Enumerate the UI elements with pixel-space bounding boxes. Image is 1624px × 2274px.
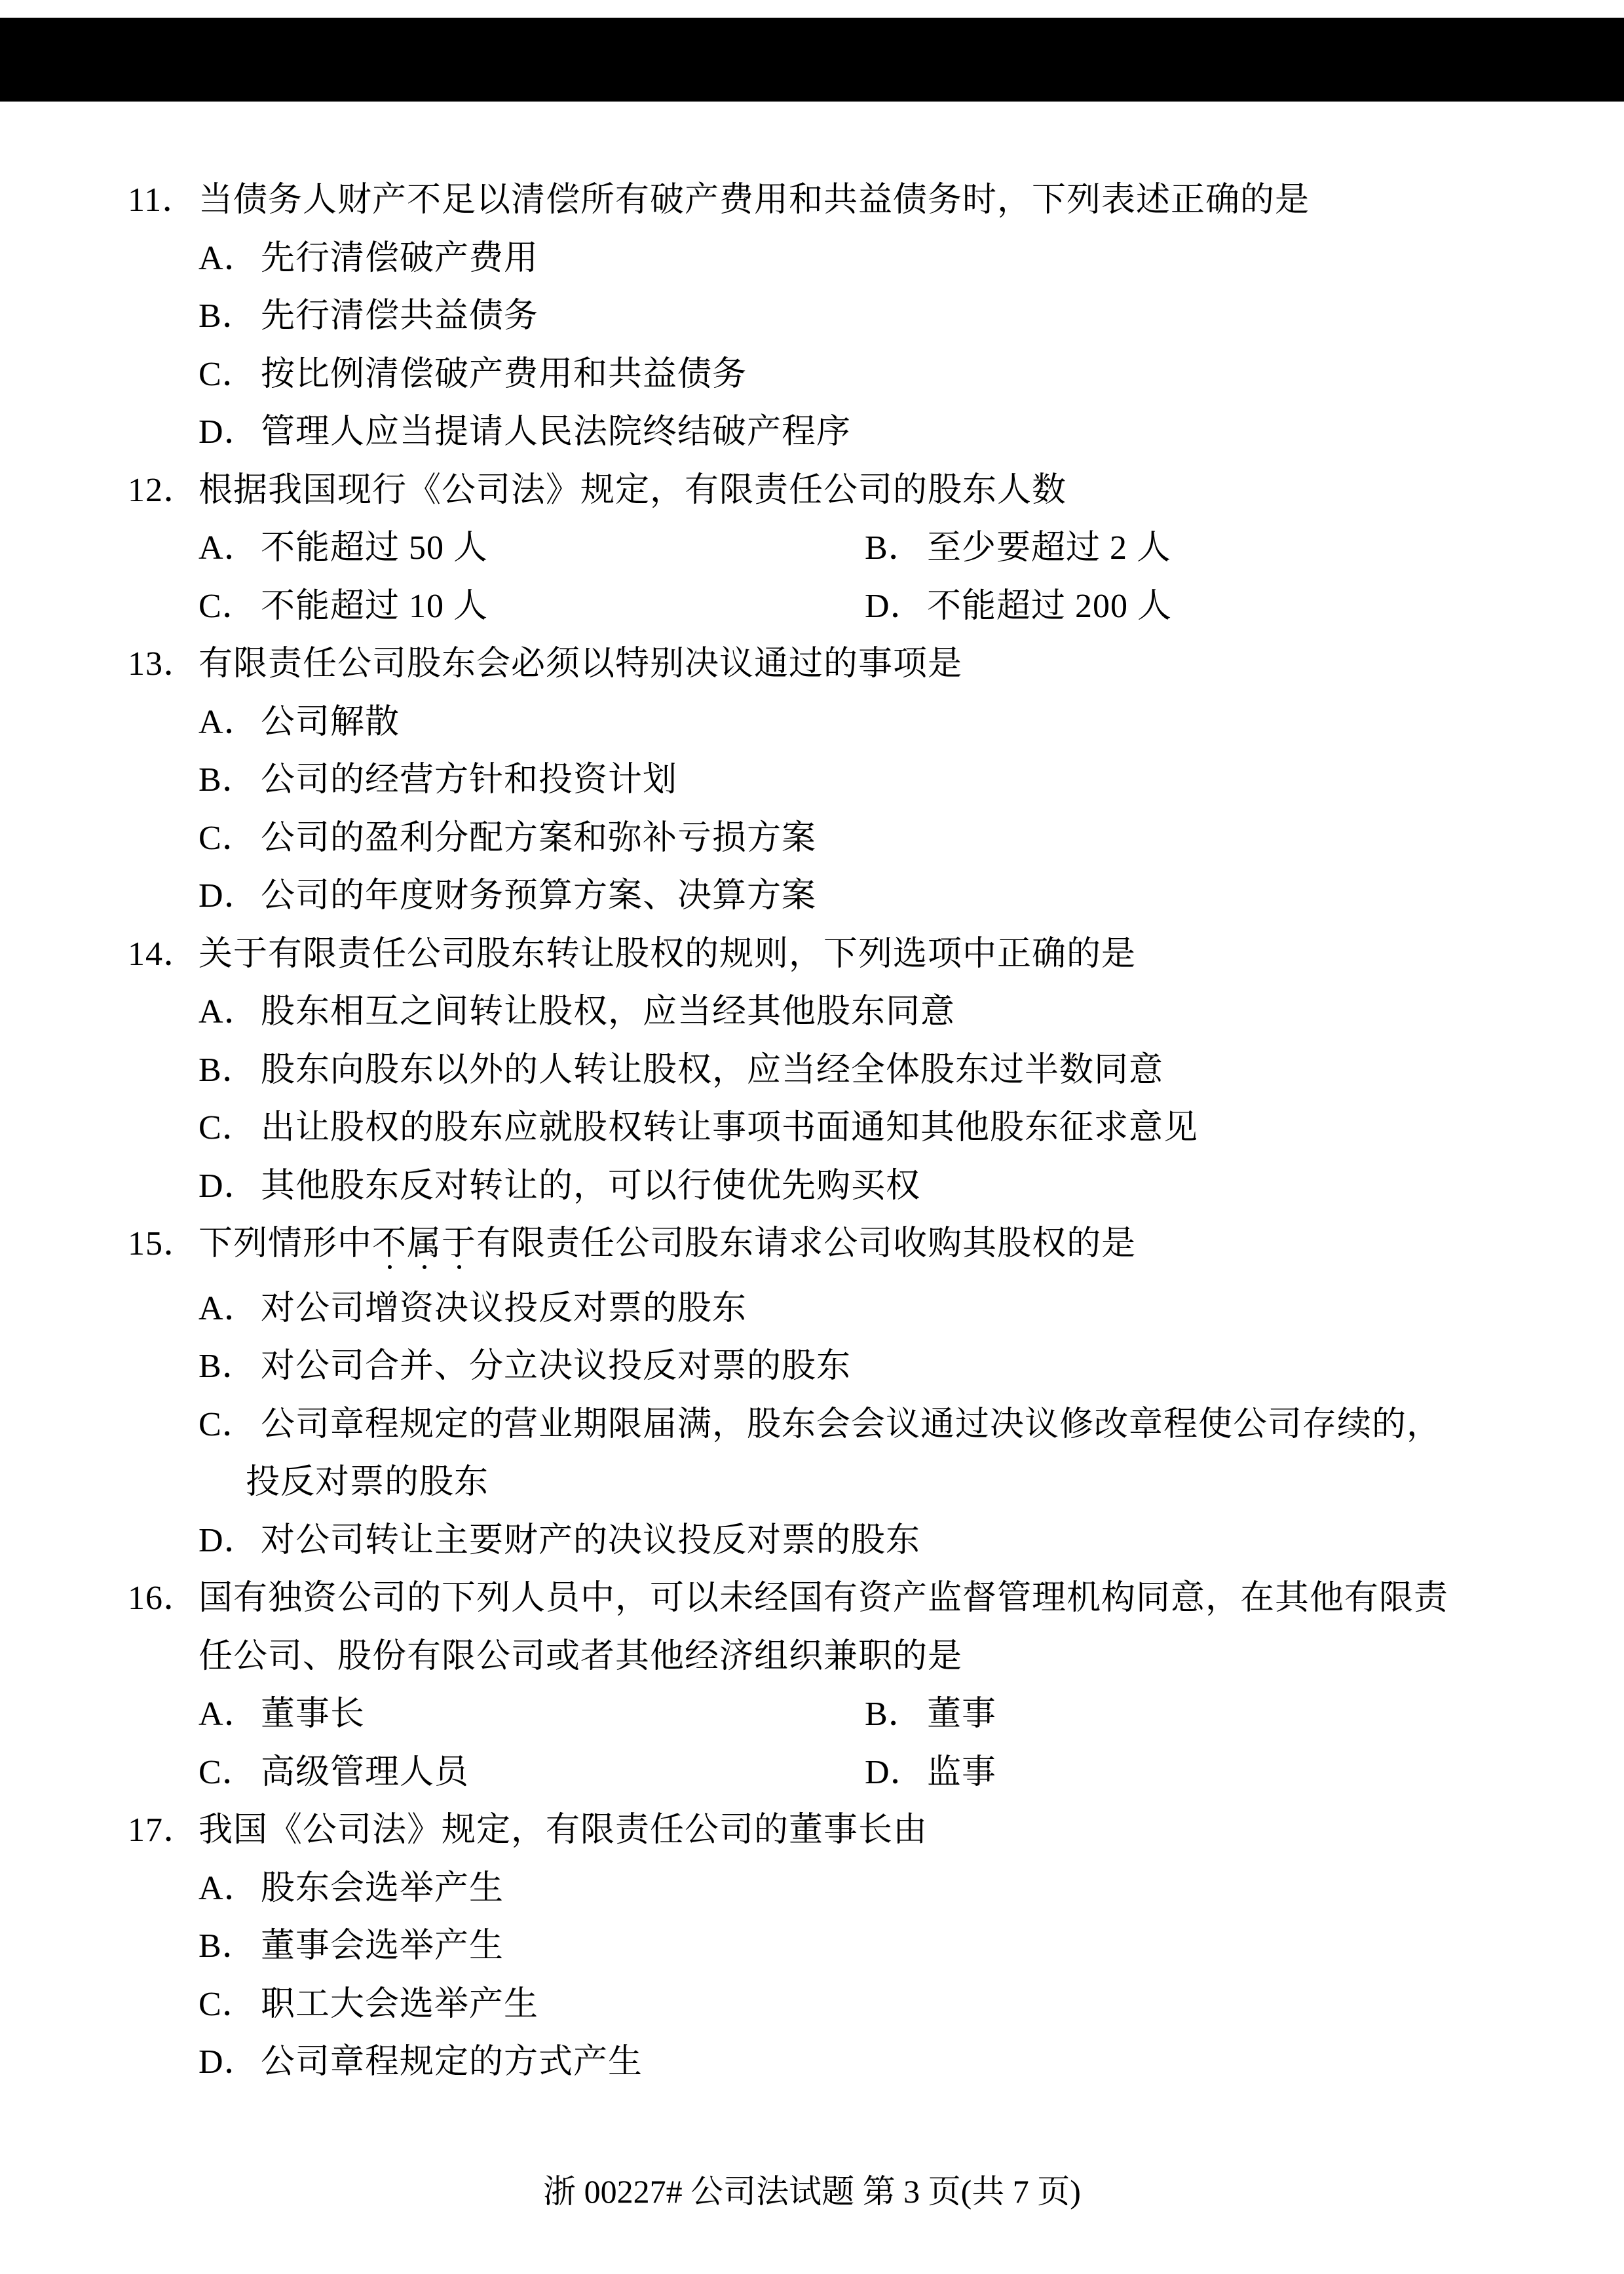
option-b bbox=[865, 1686, 996, 1744]
option-letter: C． bbox=[198, 355, 257, 393]
option-letter: B． bbox=[865, 529, 923, 567]
emphasized-negation bbox=[372, 1225, 476, 1262]
option-c bbox=[0, 1099, 1624, 1158]
option-text: 股东会选举产生 bbox=[261, 1869, 504, 1907]
option-text: 先行清偿共益债务 bbox=[261, 297, 539, 335]
question-stem bbox=[0, 172, 1624, 230]
option-text: 投反对票的股东 bbox=[246, 1464, 489, 1501]
option-d bbox=[0, 1158, 1624, 1216]
page-footer: 浙 00227# 公司法试题 第 3 页(共 7 页) bbox=[543, 2173, 1081, 2210]
option-letter: D． bbox=[198, 877, 259, 915]
question-16 bbox=[0, 1570, 1624, 1802]
stem-part: 下列情形中 bbox=[198, 1225, 373, 1262]
option-letter: C． bbox=[198, 1753, 257, 1791]
option-a bbox=[198, 520, 488, 578]
option-letter: C． bbox=[198, 1109, 257, 1146]
option-text: 对公司合并、分立决议投反对票的股东 bbox=[261, 1348, 852, 1385]
option-text: 不能超过 10 人 bbox=[261, 587, 489, 625]
question-12 bbox=[0, 462, 1624, 636]
option-text: 公司的经营方针和投资计划 bbox=[261, 761, 678, 799]
question-text: 任公司、股份有限公司或者其他经济组织兼职的是 bbox=[198, 1637, 963, 1675]
option-text: 不能超过 200 人 bbox=[927, 587, 1173, 625]
option-c bbox=[0, 346, 1624, 404]
question-text bbox=[198, 1215, 1136, 1274]
option-text: 公司的年度财务预算方案、决算方案 bbox=[261, 877, 817, 915]
option-letter: C． bbox=[198, 587, 257, 625]
option-row bbox=[0, 1686, 1624, 1744]
question-number: 17． bbox=[128, 1811, 198, 1849]
option-c bbox=[198, 1744, 469, 1802]
question-text: 关于有限责任公司股东转让股权的规则，下列选项中正确的是 bbox=[198, 935, 1137, 973]
emph-char: 属 bbox=[407, 1225, 442, 1262]
option-letter: C． bbox=[198, 819, 257, 857]
question-17 bbox=[0, 1802, 1624, 2092]
question-stem-continuation bbox=[0, 1628, 1624, 1686]
option-letter: D． bbox=[198, 2043, 259, 2081]
option-c-continuation bbox=[0, 1454, 1624, 1512]
question-15 bbox=[0, 1215, 1624, 1570]
option-c bbox=[0, 1396, 1624, 1454]
option-letter: A． bbox=[198, 703, 259, 741]
option-text: 公司章程规定的营业期限届满，股东会会议通过决议修改章程使公司存续的， bbox=[261, 1405, 1442, 1443]
option-text: 董事 bbox=[927, 1696, 997, 1733]
question-number: 13． bbox=[128, 645, 198, 683]
option-text: 股东向股东以外的人转让股权，应当经全体股东过半数同意 bbox=[261, 1051, 1164, 1089]
option-letter: B． bbox=[198, 1051, 257, 1089]
scan-header-bar bbox=[0, 18, 1624, 102]
question-stem bbox=[0, 926, 1624, 984]
question-stem bbox=[0, 462, 1624, 520]
question-number: 11． bbox=[128, 181, 197, 219]
question-stem bbox=[0, 1570, 1624, 1628]
question-text: 当债务人财产不足以清偿所有破产费用和共益债务时，下列表述正确的是 bbox=[198, 181, 1310, 219]
exam-page-content bbox=[0, 172, 1624, 2092]
question-number: 14． bbox=[128, 935, 198, 973]
option-letter: C． bbox=[198, 1405, 257, 1443]
option-letter: D． bbox=[198, 1167, 259, 1205]
option-letter: B． bbox=[865, 1696, 923, 1733]
option-text: 公司章程规定的方式产生 bbox=[261, 2043, 643, 2081]
option-text: 出让股权的股东应就股权转让事项书面通知其他股东征求意见 bbox=[261, 1109, 1199, 1146]
question-text: 国有独资公司的下列人员中，可以未经国有资产监督管理机构同意，在其他有限责 bbox=[198, 1580, 1449, 1617]
option-text: 职工大会选举产生 bbox=[261, 1985, 539, 2023]
option-text: 至少要超过 2 人 bbox=[927, 529, 1172, 567]
option-text: 先行清偿破产费用 bbox=[261, 239, 539, 277]
question-stem bbox=[0, 1802, 1624, 1860]
option-text: 其他股东反对转让的，可以行使优先购买权 bbox=[261, 1167, 921, 1205]
option-letter: B． bbox=[198, 297, 257, 335]
option-text: 监事 bbox=[927, 1753, 997, 1791]
option-letter: A． bbox=[198, 239, 259, 277]
question-text: 有限责任公司股东会必须以特别决议通过的事项是 bbox=[198, 645, 963, 683]
option-a bbox=[0, 1280, 1624, 1338]
option-d bbox=[0, 1512, 1624, 1570]
question-number: 15． bbox=[128, 1225, 198, 1262]
option-letter: B． bbox=[198, 761, 257, 799]
stem-part: 有限责任公司股东请求公司收购其股权的是 bbox=[476, 1225, 1137, 1262]
option-row bbox=[0, 1744, 1624, 1802]
option-letter: D． bbox=[865, 587, 925, 625]
option-letter: A． bbox=[198, 993, 259, 1031]
question-text: 我国《公司法》规定，有限责任公司的董事长由 bbox=[198, 1811, 928, 1849]
option-b bbox=[0, 751, 1624, 810]
question-14 bbox=[0, 926, 1624, 1216]
option-a bbox=[198, 1686, 365, 1744]
option-b bbox=[0, 1918, 1624, 1976]
option-text: 公司解散 bbox=[261, 703, 400, 741]
option-c bbox=[0, 1976, 1624, 2034]
option-d bbox=[865, 1744, 996, 1802]
option-d bbox=[0, 404, 1624, 462]
option-b bbox=[865, 520, 1171, 578]
emph-char: 于 bbox=[442, 1225, 477, 1262]
option-letter: B． bbox=[198, 1927, 257, 1965]
option-text: 按比例清偿破产费用和共益债务 bbox=[261, 355, 747, 393]
option-a bbox=[0, 983, 1624, 1042]
option-text: 不能超过 50 人 bbox=[261, 529, 489, 567]
emph-char: 不 bbox=[372, 1225, 407, 1262]
option-text: 董事会选举产生 bbox=[261, 1927, 504, 1965]
question-11 bbox=[0, 172, 1624, 462]
option-letter: D． bbox=[198, 1521, 259, 1559]
option-c bbox=[0, 810, 1624, 868]
question-number: 12． bbox=[128, 471, 198, 509]
question-text: 根据我国现行《公司法》规定，有限责任公司的股东人数 bbox=[198, 471, 1067, 509]
option-letter: A． bbox=[198, 1696, 259, 1733]
option-letter: C． bbox=[198, 1985, 257, 2023]
option-b bbox=[0, 1042, 1624, 1100]
option-text: 对公司增资决议投反对票的股东 bbox=[261, 1289, 747, 1327]
option-letter: D． bbox=[198, 413, 259, 451]
option-text: 高级管理人员 bbox=[261, 1753, 470, 1791]
option-row bbox=[0, 578, 1624, 636]
option-letter: A． bbox=[198, 1289, 259, 1327]
option-c bbox=[198, 578, 488, 636]
option-row bbox=[0, 520, 1624, 578]
option-text: 管理人应当提请人民法院终结破产程序 bbox=[261, 413, 852, 451]
option-a bbox=[0, 694, 1624, 752]
question-stem bbox=[0, 635, 1624, 694]
option-b bbox=[0, 1338, 1624, 1396]
option-letter: B． bbox=[198, 1348, 257, 1385]
option-d bbox=[0, 867, 1624, 926]
option-text: 股东相互之间转让股权，应当经其他股东同意 bbox=[261, 993, 956, 1031]
option-letter: D． bbox=[865, 1753, 925, 1791]
question-13 bbox=[0, 635, 1624, 926]
option-d bbox=[865, 578, 1172, 636]
option-b bbox=[0, 288, 1624, 346]
option-text: 对公司转让主要财产的决议投反对票的股东 bbox=[261, 1521, 921, 1559]
question-number: 16． bbox=[128, 1580, 198, 1617]
question-stem bbox=[0, 1215, 1624, 1274]
option-a bbox=[0, 230, 1624, 288]
option-text: 公司的盈利分配方案和弥补亏损方案 bbox=[261, 819, 817, 857]
option-letter: A． bbox=[198, 1869, 259, 1907]
option-letter: A． bbox=[198, 529, 259, 567]
option-a bbox=[0, 1860, 1624, 1918]
option-text: 董事长 bbox=[261, 1696, 366, 1733]
option-d bbox=[0, 2034, 1624, 2092]
